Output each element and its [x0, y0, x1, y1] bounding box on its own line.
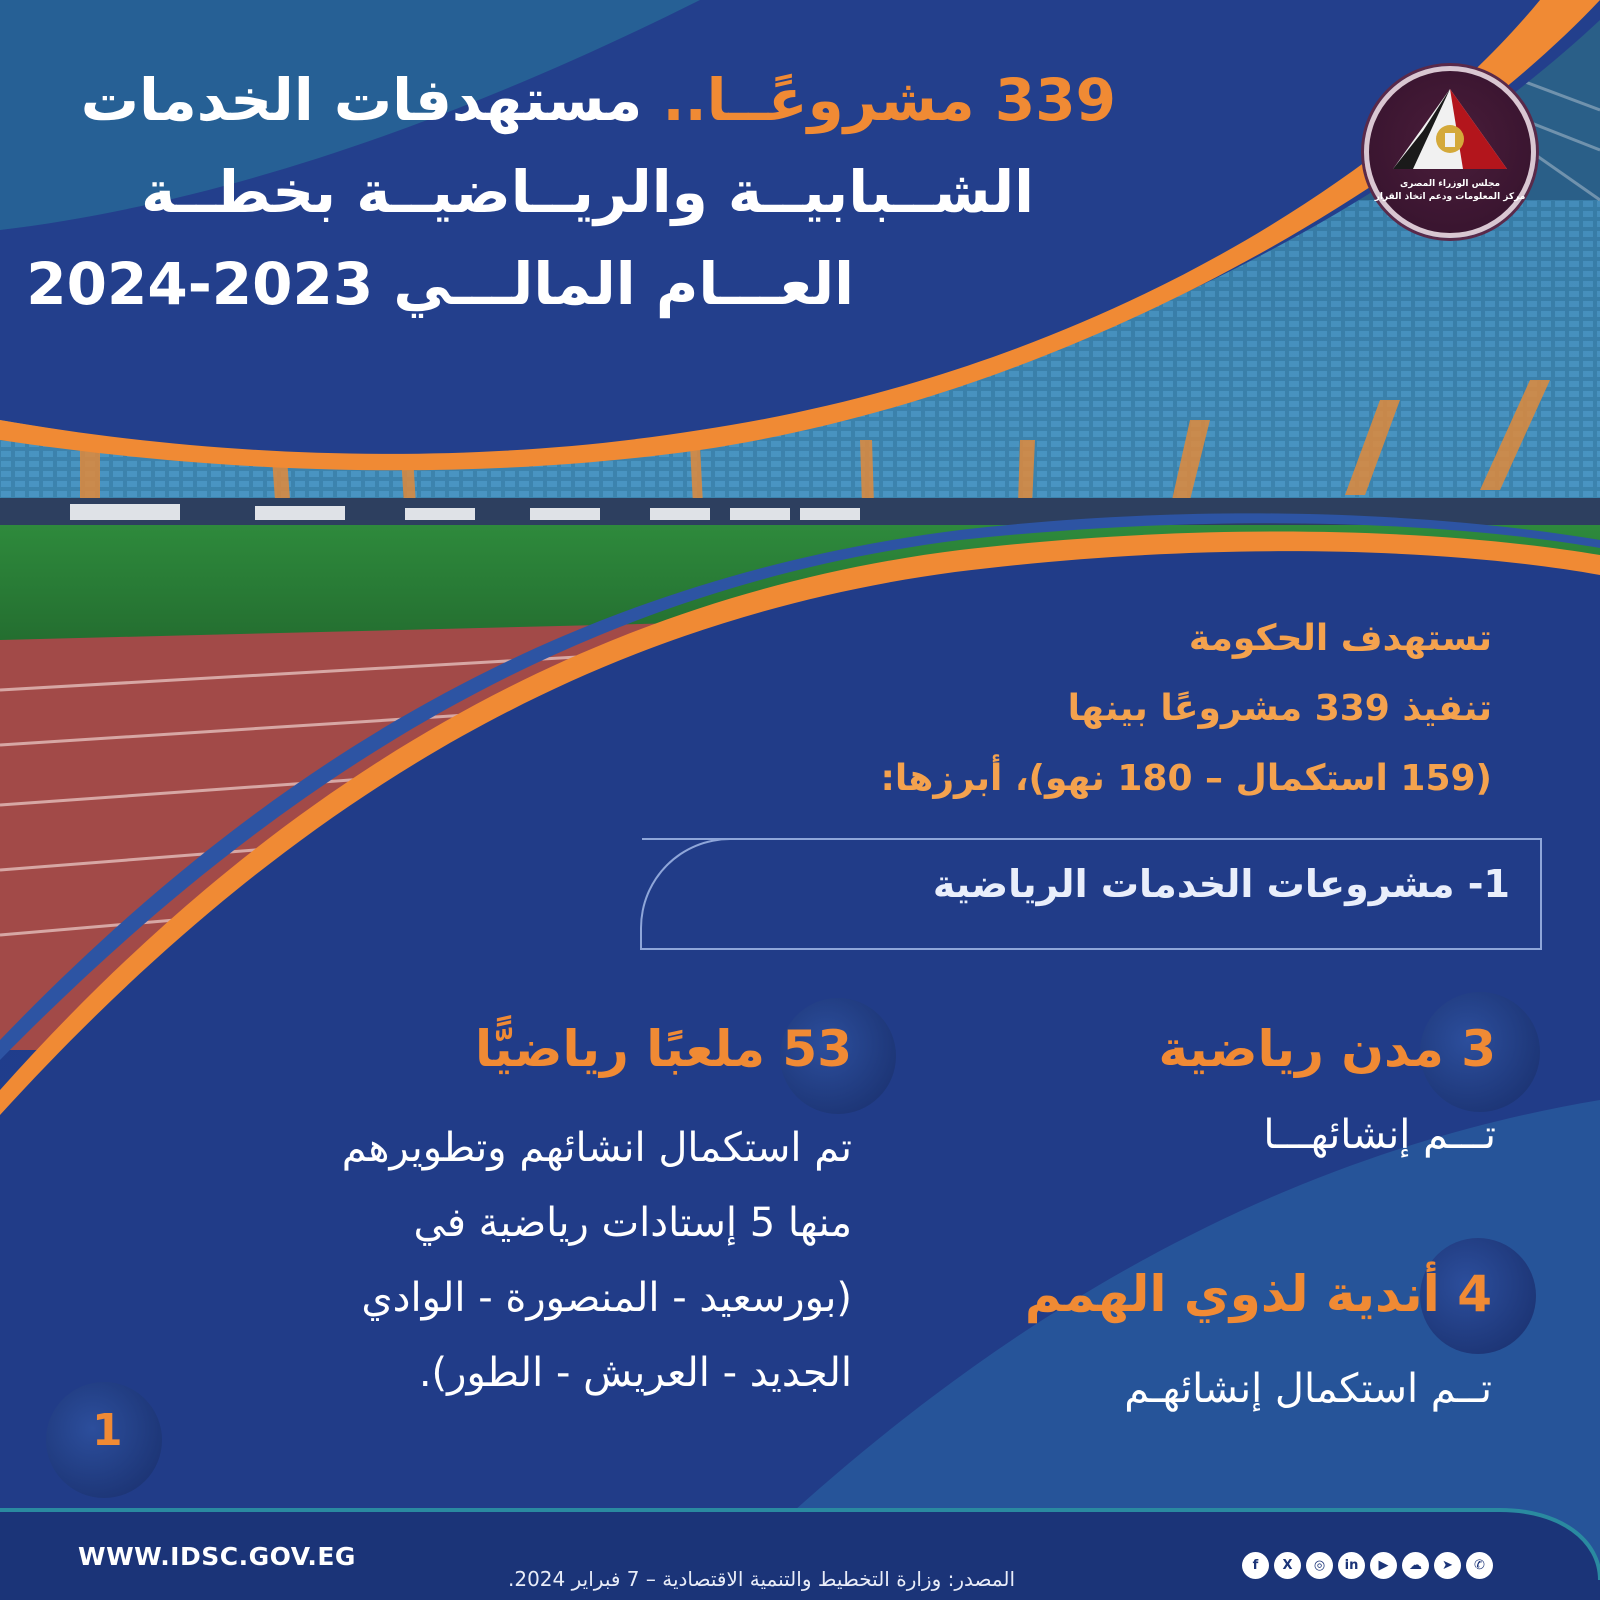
stat-cities-description: تـــم إنشائهـــا	[1263, 1112, 1496, 1158]
stat-clubs-description: تــم استكمال إنشائهـم	[1124, 1366, 1492, 1412]
linkedin-icon[interactable]: in	[1338, 1552, 1365, 1579]
stat-fields-description-line2: منها 5 إستادات رياضية في	[413, 1200, 852, 1246]
whatsapp-icon[interactable]: ✆	[1466, 1552, 1493, 1579]
logo-caption-idsc: مركز المعلومات ودعم اتخاذ القرار	[1374, 192, 1526, 202]
website-link[interactable]: WWW.IDSC.GOV.EG	[78, 1542, 356, 1571]
intro-line1: تستهدف الحكومة	[1188, 618, 1492, 659]
stat-clubs-heading: 4 أندية لذوي الهمم	[1024, 1265, 1492, 1323]
page-title-line2: الشــبابيــة والريــاضيــة بخطــة	[141, 158, 1034, 226]
youtube-icon[interactable]: ▶	[1370, 1552, 1397, 1579]
telegram-icon[interactable]: ➤	[1434, 1552, 1461, 1579]
stat-fields-description-line1: تم استكمال انشائهم وتطويرهم	[341, 1125, 852, 1171]
logo-caption-cabinet: مجلس الوزراء المصرى	[1399, 179, 1501, 189]
instagram-icon[interactable]: ◎	[1306, 1552, 1333, 1579]
intro-line2: تنفيذ 339 مشروعًا بينها	[1067, 688, 1492, 729]
title-line1-text: مستهدفات الخدمات	[80, 66, 643, 134]
page-number: 1	[92, 1405, 123, 1456]
page-title-line1	[81, 66, 1116, 134]
intro-line3: (159 استكمال – 180 نهو)، أبرزها:	[880, 758, 1492, 799]
stat-fields-description-line4: الجديد - العريش - الطور).	[418, 1350, 852, 1396]
facebook-icon[interactable]: f	[1242, 1552, 1269, 1579]
social-icons	[1242, 1552, 1493, 1579]
stat-fields-description-line3: (بورسعيد - المنصورة - الوادي	[361, 1275, 852, 1321]
soundcloud-icon[interactable]: ☁	[1402, 1552, 1429, 1579]
pyramid-eagle-icon	[1383, 81, 1517, 181]
source-note: المصدر: وزارة التخطيط والتنمية الاقتصادية – 7 فبراير 2024.	[508, 1567, 1016, 1591]
title-highlight: 339 مشروعًــا..	[662, 66, 1116, 134]
x-icon[interactable]: X	[1274, 1552, 1301, 1579]
stat-fields-heading: 53 ملعبًا رياضيًّا	[474, 1020, 852, 1078]
page-title-line3: العـــام المالـــي 2023-2024	[26, 250, 854, 318]
idsc-logo	[1364, 66, 1536, 238]
section-heading: 1- مشروعات الخدمات الرياضية	[932, 862, 1510, 906]
stat-cities-heading: 3 مدن رياضية	[1158, 1020, 1496, 1078]
